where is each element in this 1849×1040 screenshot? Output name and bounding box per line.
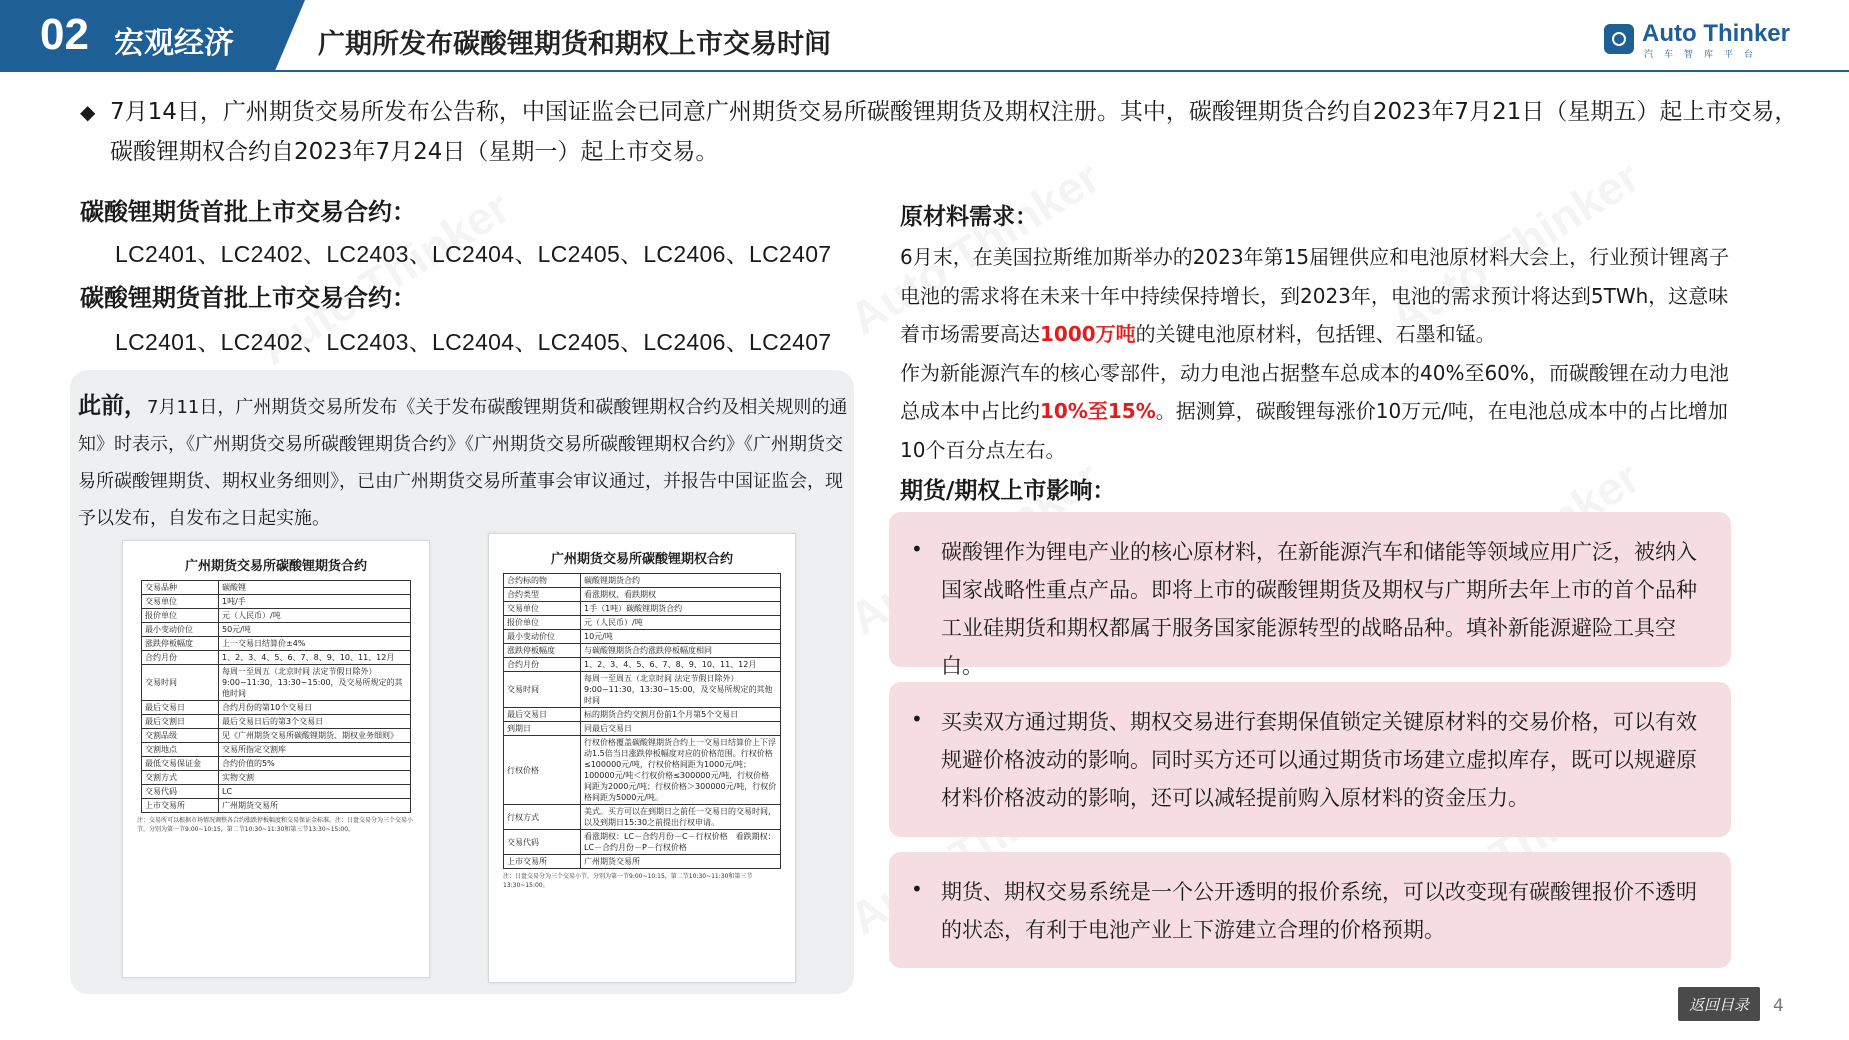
contract-field-value: 1、2、3、4、5、6、7、8、9、10、11、12月 [219,651,411,665]
contract-field-label: 交易品种 [142,581,219,595]
contract-field-label: 合约类型 [504,588,581,602]
contract-field-label: 上市交易所 [504,855,581,869]
contract-field-label: 行权方式 [504,805,581,830]
raw-materials-heading: 原材料需求： [900,204,1038,230]
contract-field-value: 每周一至周五（北京时间 法定节假日除外）9:00~11:30，13:30~15:00，及交易所规定的其他时间 [219,665,411,701]
text-span: 。据测算，碳酸锂每涨价10万元/吨，在电池总成本中的占比增加10个百分点左右。 [900,399,1728,462]
futures-contracts-heading-2: 碳酸锂期货首批上市交易合约： [80,284,416,312]
section-number: 02 [40,10,89,59]
raw-materials-text [900,238,1740,469]
contract-row [504,672,781,708]
contract-row [142,665,411,701]
options-contract-table [503,573,781,869]
contract-field-value: 上一交易日结算价±4% [219,637,411,651]
raw-materials-paragraph-2 [900,354,1740,470]
contract-field-label: 报价单位 [142,609,219,623]
futures-contracts-list: LC2401、LC2402、LC2403、LC2404、LC2405、LC2406、LC2407 [115,241,832,267]
options-doc-note: 注：日盘交易分为三个交易小节，分别为第一节9:00~10:15，第二节10:30~11:30和第三节13:30~15:00。 [503,873,753,889]
contract-field-label: 报价单位 [504,616,581,630]
contract-row [142,651,411,665]
intro-text: 7月14日，广州期货交易所发布公告称，中国证监会已同意广州期货交易所碳酸锂期货及期权注册。其中，碳酸锂期货合约自2023年7月21日（星期五）起上市交易，碳酸锂期权合约自2023年7月24日（星期一）起上市交易。 [110,99,1798,165]
section-title: 宏观经济 [114,26,234,61]
contract-row [142,609,411,623]
contract-field-label: 上市交易所 [142,799,219,813]
contract-field-value: 碳酸锂 [219,581,411,595]
contract-row [504,708,781,722]
contract-row [504,658,781,672]
contract-field-label: 交割品级 [142,729,219,743]
contract-field-value: 看涨期权：LC－合约月份－C－行权价格 看跌期权：LC－合约月份－P－行权价格 [581,830,781,855]
contract-field-value: 行权价格覆盖碳酸锂期货合约上一交易日结算价上下浮动1.5倍当日涨跌停板幅度对应的价格范围。行权价格≤100000元/吨，行权价格间距为1000元/吨；100000元/吨＜行权价格≤300000元/吨，行权价格间距为2000元/吨；行权价格＞300000元/吨，行权价格间距为5000元/吨。 [581,736,781,805]
contract-field-label: 最后交易日 [142,701,219,715]
logo-text: Auto Thinker [1642,20,1790,47]
contract-row [504,574,781,588]
options-contract-document [488,533,796,983]
bullet-icon: • [911,877,923,901]
page-number: 4 [1773,996,1784,1016]
futures-contract-table [141,580,411,813]
contract-field-label: 到期日 [504,722,581,736]
contract-row [504,644,781,658]
highlight-1000wt: 1000万吨 [1040,322,1136,346]
logo-subtitle: 汽车智库平台 [1644,50,1765,60]
contract-field-label: 合约月份 [142,651,219,665]
contract-row [504,736,781,805]
contract-row [142,623,411,637]
contract-field-value: 交易所指定交割库 [219,743,411,757]
impact-item [889,682,1731,837]
text-span: 的关键电池原材料，包括锂、石墨和锰。 [1135,322,1496,346]
contract-field-value: 广州期货交易所 [581,855,781,869]
contract-row [142,799,411,813]
contract-row [504,630,781,644]
contract-row [504,602,781,616]
contract-field-label: 交易代码 [142,785,219,799]
text-span: 作为新能源汽车的核心零部件，动力电池占据整车总成本的40%至60%，而碳酸锂在动力电池总成本中占比约 [900,360,1729,423]
contract-field-value: 标的期货合约交割月份前1个月第5个交易日 [581,708,781,722]
contract-row [504,616,781,630]
contract-row [142,771,411,785]
contract-row [504,830,781,855]
options-doc-title: 广州期货交易所碳酸锂期权合约 [550,552,733,567]
contract-row [142,757,411,771]
impact-item-text: 碳酸锂作为锂电产业的核心原材料，在新能源汽车和储能等领域应用广泛，被纳入国家战略性重点产品。即将上市的碳酸锂期货及期权与广期所去年上市的首个品种工业硅期货和期权都属于服务国家能源转型的战略品种。填补新能源避险工具空白。 [941,540,1697,678]
impact-item [889,852,1731,968]
contract-field-label: 交易单位 [504,602,581,616]
contract-field-value: 50元/吨 [219,623,411,637]
contract-field-label: 交易代码 [504,830,581,855]
contract-field-value: 1吨/手 [219,595,411,609]
contract-row [504,855,781,869]
contract-field-value: 实物交割 [219,771,411,785]
contract-row [142,715,411,729]
contract-field-label: 交易单位 [142,595,219,609]
contract-field-value: 见《广州期货交易所碳酸锂期货、期权业务细则》 [219,729,411,743]
impact-item-text: 买卖双方通过期货、期权交易进行套期保值锁定关键原材料的交易价格，可以有效规避价格波动的影响。同时买方还可以通过期货市场建立虚拟库存，既可以规避原材料价格波动的影响，还可以减轻提前购入原材料的资金压力。 [941,710,1697,810]
contract-field-value: 最后交易日后的第3个交易日 [219,715,411,729]
contract-row [142,743,411,757]
raw-materials-paragraph-1 [900,238,1740,354]
intro-paragraph [80,92,1800,172]
contract-field-value: 与碳酸锂期货合约涨跌停板幅度相同 [581,644,781,658]
futures-doc-note: 注：交易所可以根据市场情况调整各合约涨跌停板幅度和交易保证金标准。注：日盘交易分为三个交易小节，分别为第一节9:00~10:15，第二节10:30~11:30和第三节13:30~15:00。 [137,817,414,833]
notice-body: 7月11日，广州期货交易所发布《关于发布碳酸锂期货和碳酸锂期权合约及相关规则的通知》时表示，《广州期货交易所碳酸锂期货合约》《广州期货交易所碳酸锂期权合约》《广州期货交易所碳酸锂期货、期权业务细则》，已由广州期货交易所董事会审议通过，并报告中国证监会，现予以发布，自发布之日起实施。 [78,397,848,529]
contract-field-label: 涨跌停板幅度 [142,637,219,651]
contract-row [142,701,411,715]
contract-field-value: 碳酸锂期货合约 [581,574,781,588]
futures-contracts-heading: 碳酸锂期货首批上市交易合约： [80,198,416,226]
contract-field-label: 合约标的物 [504,574,581,588]
highlight-percent: 10%至15% [1040,399,1156,423]
contract-field-label: 最低交易保证金 [142,757,219,771]
contract-field-value: 1、2、3、4、5、6、7、8、9、10、11、12月 [581,658,781,672]
contract-row [142,729,411,743]
back-to-contents-button[interactable]: 返回目录 [1678,987,1760,1021]
contract-field-label: 交割地点 [142,743,219,757]
contract-row [504,722,781,736]
futures-contract-document [122,540,430,978]
contract-field-label: 最小变动价位 [504,630,581,644]
contract-field-value: 看涨期权、看跌期权 [581,588,781,602]
contract-field-label: 交易时间 [504,672,581,708]
eye-logo-icon [1604,24,1634,54]
futures-doc-title: 广州期货交易所碳酸锂期货合约 [184,559,367,574]
contract-field-value: LC [219,785,411,799]
impact-item [889,512,1731,678]
contract-field-label: 交易时间 [142,665,219,701]
contract-field-label: 交割方式 [142,771,219,785]
text-span: 6月末，在美国拉斯维加斯举办的2023年第15届锂供应和电池原材料大会上，行业预计锂离子电池的需求将在未来十年中持续保持增长，到2023年，电池的需求预计将达到5TWh，这意味着市场需要高达 [900,245,1730,346]
header-divider [0,70,1849,72]
notice-lead: 此前， [78,393,147,419]
contract-field-value: 合约价值的5% [219,757,411,771]
contract-row [142,595,411,609]
page-title: 广期所发布碳酸锂期货和期权上市交易时间 [318,29,831,60]
contract-field-label: 最后交割日 [142,715,219,729]
contract-field-label: 涨跌停板幅度 [504,644,581,658]
slide-header [0,0,1849,72]
contract-field-value: 广州期货交易所 [219,799,411,813]
impact-heading: 期货/期权上市影响： [900,478,1116,504]
contract-field-label: 最后交易日 [504,708,581,722]
contract-field-label: 最小变动价位 [142,623,219,637]
contract-field-value: 10元/吨 [581,630,781,644]
futures-contracts-list-2: LC2401、LC2402、LC2403、LC2404、LC2405、LC2406、LC2407 [115,329,832,355]
contract-field-label: 合约月份 [504,658,581,672]
contract-row [142,785,411,799]
bullet-icon: • [911,707,923,731]
contract-field-value: 1手（1吨）碳酸锂期货合约 [581,602,781,616]
contract-field-value: 同最后交易日 [581,722,781,736]
contract-row [504,805,781,830]
bullet-icon: • [911,537,923,561]
contract-field-value: 美式。买方可以在到期日之前任一交易日的交易时间，以及到期日15:30之前提出行权申请。 [581,805,781,830]
contract-row [504,588,781,602]
contract-field-value: 合约月份的第10个交易日 [219,701,411,715]
contract-field-value: 每周一至周五（北京时间 法定节假日除外）9:00~11:30，13:30~15:00，及交易所规定的其他时间 [581,672,781,708]
impact-item-text: 期货、期权交易系统是一个公开透明的报价系统，可以改变现有碳酸锂报价不透明的状态，有利于电池产业上下游建立合理的价格预期。 [941,880,1697,942]
notice-text [78,388,848,537]
contract-row [142,637,411,651]
contract-field-value: 元（人民币）/吨 [219,609,411,623]
diamond-bullet-icon: ◆ [80,100,96,124]
contract-row [142,581,411,595]
contract-field-label: 行权价格 [504,736,581,805]
contract-field-value: 元（人民币）/吨 [581,616,781,630]
